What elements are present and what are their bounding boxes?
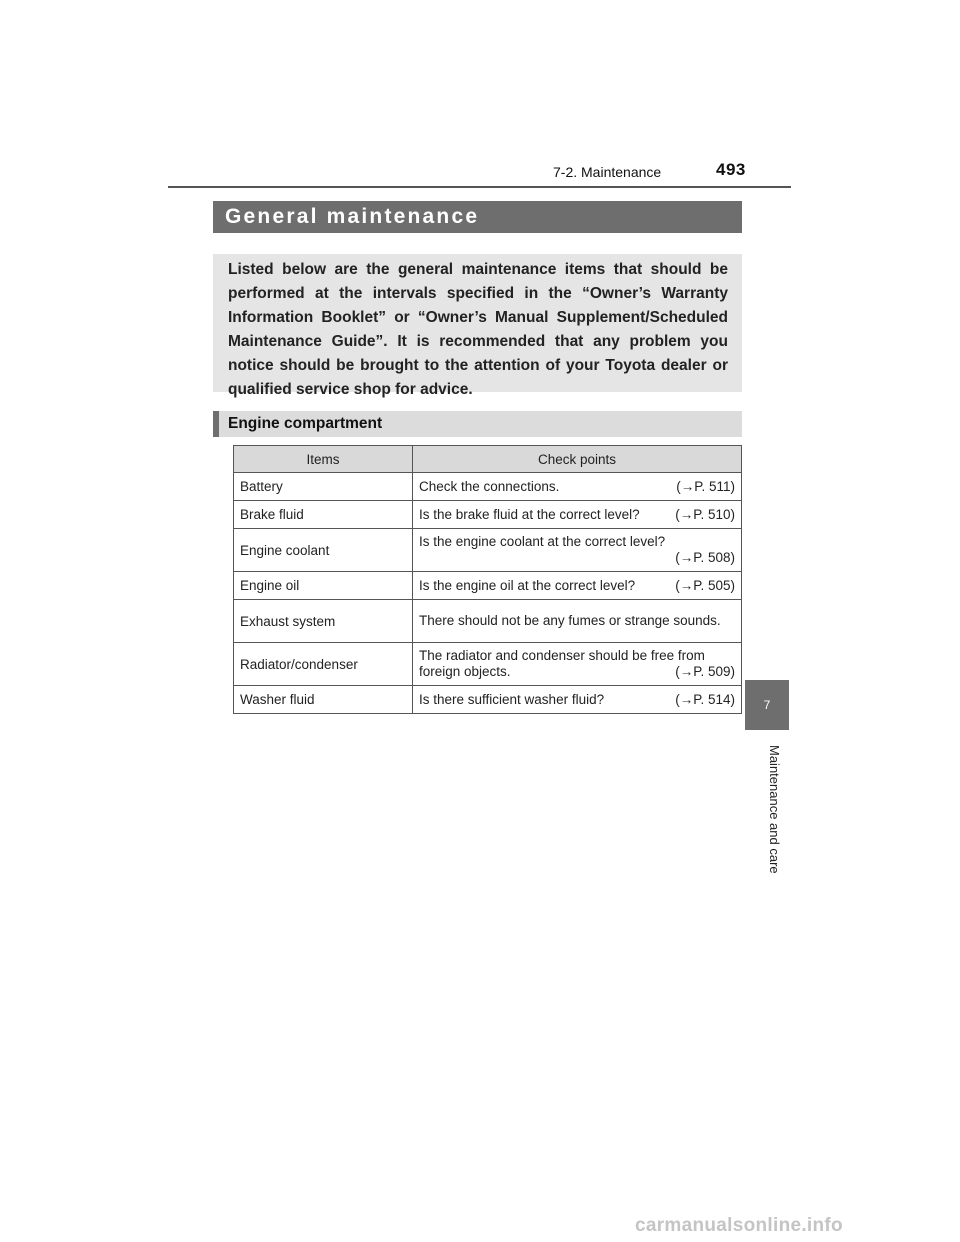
check-cell [413, 643, 742, 686]
check-text: Is the brake fluid at the correct level? [419, 507, 640, 522]
table-row [234, 501, 742, 529]
check-cell [413, 686, 742, 714]
page-reference: (→P. 509) [675, 664, 735, 679]
check-cell [413, 600, 742, 643]
section-title: General maintenance [225, 205, 480, 228]
chapter-number: 7 [763, 698, 771, 712]
column-header-check-points: Check points [413, 446, 742, 473]
intro-text: Listed below are the general maintenance items that should be performed at the intervals specified in the “Owner’s Warranty Information Booklet” or “Owner’s Manual Supplement/Scheduled Maintenance Guide”. It is recommended that any problem you notice should be brought to the attention of your Toyota dealer or qualified service shop for advice. [228, 261, 728, 398]
item-cell: Washer fluid [234, 686, 413, 714]
item-cell: Radiator/condenser [234, 643, 413, 686]
chapter-label: Maintenance and care [767, 745, 782, 874]
check-text: Check the connections. [419, 479, 560, 494]
header-rule [168, 186, 791, 188]
check-text: The radiator and condenser should be free from [419, 648, 705, 663]
check-text: There should not be any fumes or strange sounds. [419, 613, 721, 628]
item-cell: Battery [234, 473, 413, 501]
table-row [234, 473, 742, 501]
item-cell: Brake fluid [234, 501, 413, 529]
table-header-row [234, 446, 742, 473]
page-reference: (→P. 508) [675, 550, 735, 565]
check-cell [413, 572, 742, 600]
table-row [234, 686, 742, 714]
watermark: carmanualsonline.info [635, 1215, 843, 1236]
table-row [234, 572, 742, 600]
maintenance-table [233, 445, 742, 714]
item-cell: Exhaust system [234, 600, 413, 643]
page-number: 493 [716, 160, 746, 179]
section-title-bar [213, 201, 742, 233]
page-reference: (→P. 510) [675, 507, 735, 522]
table-row [234, 529, 742, 572]
item-cell: Engine coolant [234, 529, 413, 572]
check-text: Is the engine oil at the correct level? [419, 578, 636, 593]
header-section-label: 7-2. Maintenance [553, 164, 662, 180]
chapter-tab[interactable] [745, 680, 789, 730]
subsection-bar [213, 411, 742, 437]
table-row [234, 643, 742, 686]
check-text: Is the engine coolant at the correct level? [419, 534, 666, 549]
intro-box [213, 254, 742, 398]
check-cell [413, 529, 742, 572]
item-cell: Engine oil [234, 572, 413, 600]
check-text-continued: foreign objects. [419, 664, 511, 679]
subsection-title: Engine compartment [228, 415, 383, 432]
check-text: Is there sufficient washer fluid? [419, 692, 605, 707]
page-reference: (→P. 511) [676, 479, 735, 494]
table-row [234, 600, 742, 643]
check-cell [413, 501, 742, 529]
check-cell [413, 473, 742, 501]
page-reference: (→P. 505) [675, 578, 735, 593]
page-reference: (→P. 514) [675, 692, 735, 707]
column-header-items: Items [234, 446, 413, 473]
